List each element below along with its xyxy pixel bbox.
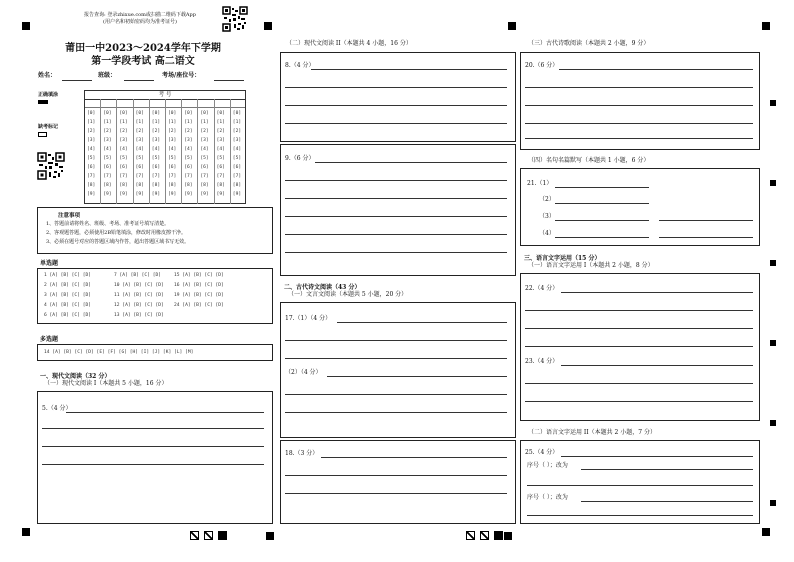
exam-number-bubble[interactable]: [2] <box>184 129 193 134</box>
exam-number-bubble[interactable]: [3] <box>216 138 225 143</box>
exam-number-bubble[interactable]: [1] <box>87 120 96 125</box>
exam-number-bubble[interactable]: [6] <box>168 165 177 170</box>
grid-divider <box>149 99 150 204</box>
page-mark <box>190 531 199 540</box>
exam-number-bubble[interactable]: [7] <box>151 174 161 179</box>
exam-number-bubble[interactable]: [0] <box>200 111 209 116</box>
exam-number-bubble[interactable]: [6] <box>87 165 96 170</box>
single-choice-bubbles[interactable]: 11 [A] [B] [C] [D] <box>114 293 164 298</box>
revision-label: 序号（ ）；改为 <box>527 494 568 501</box>
single-choice-bubbles[interactable]: 15 [A] [B] [C] [D] <box>174 273 224 278</box>
exam-number-bubble[interactable]: [5] <box>168 156 177 161</box>
exam-number-bubble[interactable]: [2] <box>232 129 242 134</box>
exam-number-bubble[interactable]: [3] <box>119 138 128 143</box>
exam-number-bubble[interactable]: [8] <box>232 183 242 188</box>
grid-divider <box>165 99 166 204</box>
exam-number-bubble[interactable]: [1] <box>200 120 209 125</box>
single-choice-bubbles[interactable]: 6 [A] [B] [C] [D] <box>44 313 92 318</box>
notes-box <box>37 207 273 254</box>
multi-choice-box <box>37 344 273 361</box>
question-label: 5.（4 分） <box>42 405 72 412</box>
exam-number-bubble[interactable]: [0] <box>119 111 128 116</box>
question-label: 25.（4 分） <box>525 449 559 456</box>
exam-number-bubble[interactable]: [8] <box>151 183 161 188</box>
section-1a-title: （一）现代文阅读 I（本题共 5 小题，16 分） <box>44 380 168 387</box>
exam-number-bubble[interactable]: [1] <box>168 120 177 125</box>
room-label: 考场/座位号： <box>162 72 201 79</box>
exam-number-bubble[interactable]: [4] <box>135 147 144 152</box>
exam-number-bubble[interactable]: [7] <box>168 174 177 179</box>
grid-divider <box>116 99 117 204</box>
page-mark <box>218 531 227 540</box>
question-label: 20.（6 分） <box>525 62 559 69</box>
question-label: （2） <box>539 196 555 203</box>
answer-box-q17[interactable] <box>280 302 516 438</box>
question-label: 22.（4 分） <box>525 285 559 292</box>
exam-number-bubble[interactable]: [5] <box>87 156 96 161</box>
exam-number-bubble[interactable]: [3] <box>87 138 96 143</box>
exam-number-bubble[interactable]: [4] <box>200 147 209 152</box>
timing-mark <box>770 260 776 266</box>
exam-number-bubble[interactable]: [2] <box>200 129 209 134</box>
single-choice-bubbles[interactable]: 13 [A] [B] [C] [D] <box>114 313 164 318</box>
exam-number-bubble[interactable]: [1] <box>103 120 112 125</box>
room-field[interactable] <box>214 80 244 81</box>
notes-item: 2、客观题答题，必须使用2B铅笔填涂，修改时用橡皮擦干净。 <box>46 230 187 236</box>
question-label: （4） <box>539 230 555 237</box>
exam-number-bubble[interactable]: [0] <box>135 111 144 116</box>
single-choice-bubbles[interactable]: 10 [A] [B] [C] [D] <box>114 283 164 288</box>
exam-number-bubble[interactable]: [0] <box>151 111 161 116</box>
notes-item: 1、答题前请将姓名、班级、考场、准考证号填写清楚。 <box>46 221 170 227</box>
registration-mark <box>22 22 30 30</box>
exam-number-bubble[interactable]: [6] <box>119 165 128 170</box>
exam-number-bubble[interactable]: [1] <box>135 120 144 125</box>
exam-number-bubble[interactable]: [6] <box>184 165 193 170</box>
exam-number-bubble[interactable]: [8] <box>184 183 193 188</box>
exam-number-label: 考 号 <box>85 91 245 100</box>
exam-number-bubble[interactable]: [3] <box>200 138 209 143</box>
exam-number-bubble[interactable]: [7] <box>184 174 193 179</box>
question-label: 18.（3 分） <box>285 450 319 457</box>
single-choice-box <box>37 268 273 324</box>
multi-choice-bubbles[interactable]: 14 [A] [B] [C] [D] [E] [F] [G] [H] [I] [J] [K] [L] [M] <box>44 350 194 355</box>
exam-number-bubble[interactable]: [8] <box>200 183 209 188</box>
exam-number-bubble[interactable]: [6] <box>103 165 112 170</box>
exam-number-bubble[interactable]: [7] <box>200 174 209 179</box>
section-2-title: 二、古代诗文阅读（43 分） <box>284 284 361 291</box>
exam-number-bubble[interactable]: [0] <box>103 111 112 116</box>
grid-divider <box>181 99 182 204</box>
registration-mark <box>762 22 770 30</box>
exam-number-bubble[interactable]: [7] <box>135 174 144 179</box>
exam-number-bubble[interactable]: [0] <box>184 111 193 116</box>
exam-number-bubble[interactable]: [2] <box>119 129 128 134</box>
answer-box-q8[interactable] <box>280 52 516 142</box>
single-choice-bubbles[interactable]: 1 [A] [B] [C] [D] <box>44 273 92 278</box>
exam-number-bubble[interactable]: [4] <box>184 147 193 152</box>
exam-number-bubble[interactable]: [4] <box>216 147 225 152</box>
section-1b-title: （二）现代文阅读 II（本题共 4 小题，16 分） <box>286 40 412 47</box>
answer-box-q25[interactable] <box>520 440 760 524</box>
exam-number-bubble[interactable]: [5] <box>232 156 242 161</box>
exam-number-bubble[interactable]: [6] <box>135 165 144 170</box>
exam-number-bubble[interactable]: [3] <box>184 138 193 143</box>
exam-number-bubble[interactable]: [9] <box>135 192 144 197</box>
exam-number-bubble[interactable]: [4] <box>103 147 112 152</box>
timing-mark <box>770 180 776 186</box>
section-1-title: 一、现代文阅读（32 分） <box>40 373 111 380</box>
registration-mark <box>22 528 30 536</box>
exam-number-bubble[interactable]: [7] <box>232 174 242 179</box>
single-choice-bubbles[interactable]: 12 [A] [B] [C] [D] <box>114 303 164 308</box>
single-choice-bubbles[interactable]: 3 [A] [B] [C] [D] <box>44 293 92 298</box>
exam-number-bubble[interactable]: [4] <box>151 147 161 152</box>
exam-number-bubble[interactable]: [9] <box>232 192 242 197</box>
section-3-title: 三、语言文字运用（15 分） <box>524 255 601 262</box>
timing-mark <box>770 420 776 426</box>
multi-choice-title: 多选题 <box>40 336 59 343</box>
single-choice-bubbles[interactable]: 24 [A] [B] [C] [D] <box>174 303 224 308</box>
exam-number-bubble[interactable]: [5] <box>184 156 193 161</box>
registration-mark <box>508 22 516 30</box>
exam-number-bubble[interactable]: [4] <box>168 147 177 152</box>
single-choice-bubbles[interactable]: 4 [A] [B] [C] [D] <box>44 303 92 308</box>
single-choice-bubbles[interactable]: 7 [A] [B] [C] [D] <box>114 273 162 278</box>
question-label: （3） <box>539 213 555 220</box>
exam-number-bubble[interactable]: [2] <box>87 129 96 134</box>
notice-text: 报告查询: 登录zhixue.com或扫描二维码下载App <box>84 12 196 18</box>
qr-code-icon <box>222 6 248 32</box>
exam-number-bubble[interactable]: [8] <box>87 183 96 188</box>
class-label: 班级： <box>98 72 117 79</box>
exam-number-bubble[interactable]: [8] <box>216 183 225 188</box>
section-2a-title: （一）文言文阅读（本题共 5 小题，20 分） <box>288 291 408 298</box>
question-label: 23.（4 分） <box>525 358 559 365</box>
exam-number-bubble[interactable]: [7] <box>119 174 128 179</box>
notice-subtext: (用户名和初始密码均为准考证号) <box>103 19 177 25</box>
exam-number-bubble[interactable]: [9] <box>168 192 177 197</box>
name-label: 姓名： <box>38 72 57 79</box>
page-mark <box>494 531 503 540</box>
single-choice-title: 单选题 <box>40 260 59 267</box>
correct-fill-sample <box>38 100 48 104</box>
question-label: （2）（4 分） <box>285 369 322 376</box>
name-field[interactable] <box>62 80 92 81</box>
single-choice-bubbles[interactable]: 19 [A] [B] [C] [D] <box>174 293 224 298</box>
answer-box-q5[interactable] <box>37 391 273 524</box>
question-label: 21.（1） <box>527 180 553 187</box>
timing-mark <box>770 100 776 106</box>
exam-number-bubble[interactable]: [9] <box>119 192 128 197</box>
exam-number-bubble[interactable]: [3] <box>103 138 112 143</box>
answer-box-q22-q23[interactable] <box>520 273 760 421</box>
exam-number-bubble[interactable]: [6] <box>216 165 225 170</box>
exam-number-bubble[interactable]: [8] <box>168 183 177 188</box>
page-mark <box>480 531 489 540</box>
exam-number-bubble[interactable]: [1] <box>119 120 128 125</box>
exam-number-bubble[interactable]: [1] <box>216 120 225 125</box>
page-mark <box>466 531 475 540</box>
exam-number-bubble[interactable]: [2] <box>135 129 144 134</box>
section-2c-title: （四）名句名篇默写（本题共 1 小题，6 分） <box>528 157 650 164</box>
exam-number-bubble[interactable]: [8] <box>135 183 144 188</box>
exam-number-bubble[interactable]: [5] <box>216 156 225 161</box>
answer-box-q20[interactable] <box>520 52 760 150</box>
exam-number-bubble[interactable]: [0] <box>87 111 96 116</box>
exam-number-bubble[interactable]: [7] <box>103 174 112 179</box>
page-mark <box>204 531 213 540</box>
notes-item: 3、必须在题号对应的答题区域内作答，超出答题区域书写无效。 <box>46 239 190 245</box>
exam-number-bubble[interactable]: [5] <box>119 156 128 161</box>
grid-divider <box>214 99 215 204</box>
exam-number-bubble[interactable]: [9] <box>87 192 96 197</box>
exam-number-bubble[interactable]: [7] <box>216 174 225 179</box>
exam-number-bubble[interactable]: [9] <box>103 192 112 197</box>
exam-number-bubble[interactable]: [0] <box>232 111 242 116</box>
exam-number-bubble[interactable]: [9] <box>184 192 193 197</box>
correct-fill-label: 正确填涂 <box>38 92 59 98</box>
single-choice-bubbles[interactable]: 2 [A] [B] [C] [D] <box>44 283 92 288</box>
absent-mark-label: 缺考标记 <box>38 124 59 130</box>
single-choice-bubbles[interactable]: 16 [A] [B] [C] [D] <box>174 283 224 288</box>
exam-number-bubble[interactable]: [6] <box>200 165 209 170</box>
exam-number-bubble[interactable]: [6] <box>232 165 242 170</box>
exam-number-bubble[interactable]: [4] <box>232 147 242 152</box>
exam-number-bubble[interactable]: [0] <box>216 111 225 116</box>
question-label: 9.（6 分） <box>285 155 315 162</box>
question-label: 8.（4 分） <box>285 62 315 69</box>
exam-number-bubble[interactable]: [8] <box>119 183 128 188</box>
exam-number-bubble[interactable]: [2] <box>103 129 112 134</box>
registration-mark <box>762 528 770 536</box>
exam-title: 第一学段考试 高二语文 <box>91 56 195 67</box>
exam-number-bubble[interactable]: [2] <box>216 129 225 134</box>
exam-number-bubble[interactable]: [4] <box>119 147 128 152</box>
exam-number-bubble[interactable]: [8] <box>103 183 112 188</box>
registration-mark <box>504 532 512 540</box>
exam-number-bubble[interactable]: [2] <box>151 129 161 134</box>
revision-label: 序号（ ）；改为 <box>527 462 568 469</box>
exam-number-bubble[interactable]: [1] <box>151 120 161 125</box>
grid-divider <box>197 99 198 204</box>
exam-number-bubble[interactable]: [3] <box>151 138 161 143</box>
section-3a-title: （一）语言文字运用 I（本题共 2 小题，8 分） <box>528 262 654 269</box>
exam-number-bubble[interactable]: [1] <box>184 120 193 125</box>
school-title: 莆田一中2023～2024学年下学期 <box>65 43 221 54</box>
section-3b-title: （二）语言文字运用 II（本题共 2 小题，7 分） <box>528 429 657 436</box>
exam-number-bubble[interactable]: [0] <box>168 111 177 116</box>
section-2b-title: （三）古代诗歌阅读（本题共 2 小题，9 分） <box>528 40 650 47</box>
exam-number-bubble[interactable]: [3] <box>135 138 144 143</box>
answer-box-q18[interactable] <box>280 440 516 524</box>
exam-number-bubble[interactable]: [6] <box>151 165 161 170</box>
exam-number-bubble[interactable]: [5] <box>200 156 209 161</box>
exam-number-bubble[interactable]: [9] <box>151 192 161 197</box>
registration-mark <box>266 532 274 540</box>
answer-box-q21[interactable] <box>520 168 760 246</box>
exam-number-bubble[interactable]: [7] <box>87 174 96 179</box>
exam-number-bubble[interactable]: [9] <box>216 192 225 197</box>
class-field[interactable] <box>124 80 154 81</box>
exam-number-bubble[interactable]: [4] <box>87 147 96 152</box>
exam-number-bubble[interactable]: [3] <box>168 138 177 143</box>
answer-box-q9[interactable] <box>280 144 516 276</box>
student-qr-icon <box>37 152 65 180</box>
exam-number-bubble[interactable]: [9] <box>200 192 209 197</box>
absent-checkbox[interactable] <box>38 132 47 137</box>
exam-number-bubble[interactable]: [5] <box>135 156 144 161</box>
grid-divider <box>100 99 101 204</box>
registration-mark <box>264 22 272 30</box>
grid-divider <box>133 99 134 204</box>
notes-title: 注意事项 <box>58 213 81 219</box>
exam-number-bubble[interactable]: [2] <box>168 129 177 134</box>
exam-number-bubble[interactable]: [5] <box>151 156 161 161</box>
timing-mark <box>770 500 776 506</box>
exam-number-bubble[interactable]: [1] <box>232 120 242 125</box>
grid-divider <box>230 99 231 204</box>
exam-number-bubble[interactable]: [3] <box>232 138 242 143</box>
question-label: 17.（1）（4 分） <box>285 315 332 322</box>
exam-number-bubble[interactable]: [5] <box>103 156 112 161</box>
timing-mark <box>770 340 776 346</box>
